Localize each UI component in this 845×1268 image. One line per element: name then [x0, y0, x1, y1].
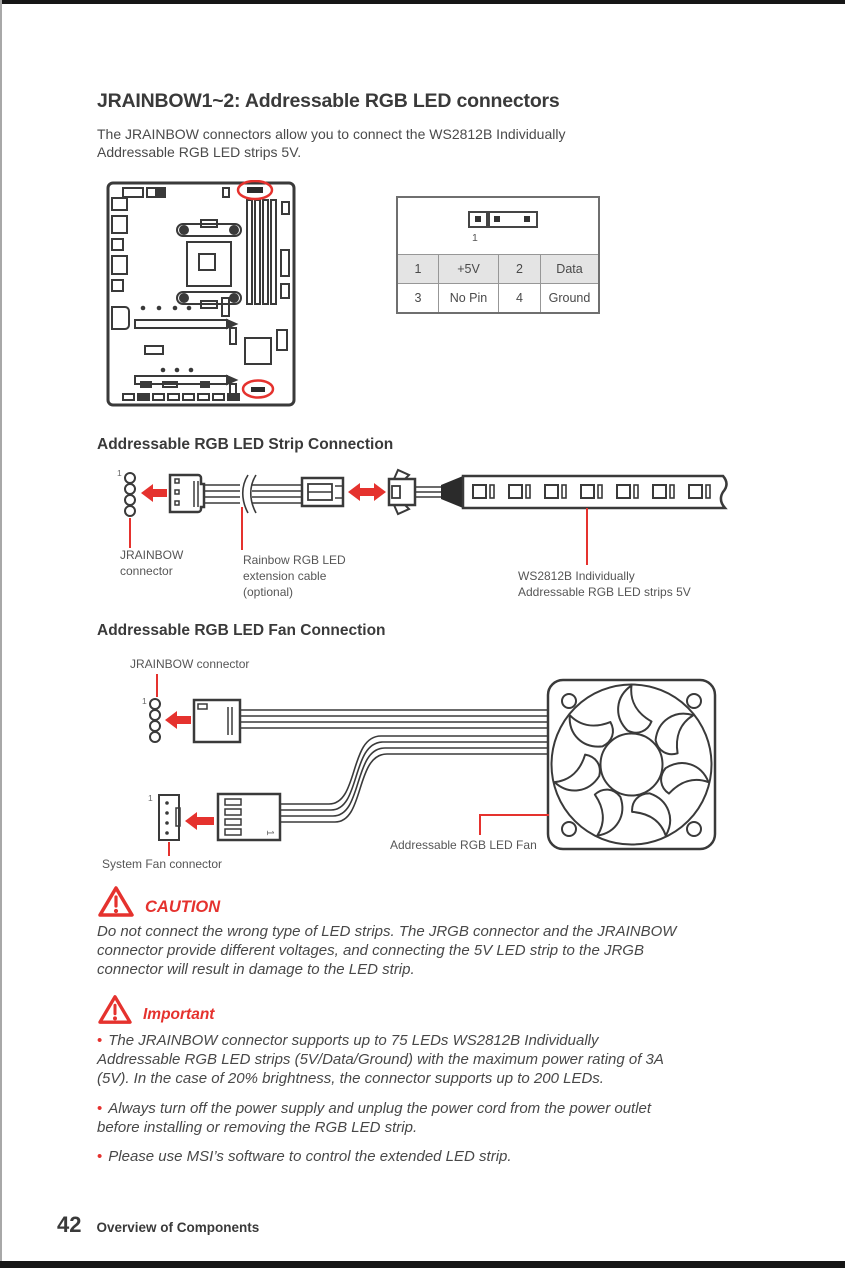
system-fan-header	[159, 795, 180, 840]
cable-label-line2: extension cable	[243, 569, 327, 583]
cable-label-line3: (optional)	[243, 585, 294, 599]
motherboard-diagram	[105, 180, 297, 408]
strip-section-heading: Addressable RGB LED Strip Connection	[97, 436, 394, 453]
led-fan-connection-diagram	[97, 652, 747, 880]
page-number: 42	[57, 1212, 82, 1237]
pin-number: 3	[414, 291, 422, 305]
arrow-left-icon	[185, 812, 214, 830]
strip-end-cap	[441, 476, 463, 508]
arrow-left-icon	[165, 711, 191, 729]
jrainbow-label-line2: connector	[120, 564, 173, 578]
jrainbow-connector-label: JRAINBOW connector	[130, 657, 250, 671]
bullet-icon: •	[97, 1032, 103, 1049]
rgb-wires	[240, 710, 549, 728]
fan-rgb-connector	[194, 700, 240, 742]
pin-number: 2	[498, 255, 540, 283]
page-footer	[57, 1212, 259, 1238]
caution-label: CAUTION	[145, 898, 221, 916]
extension-cable-plug	[302, 478, 343, 506]
arrow-left-icon	[141, 484, 167, 502]
important-bullet-1	[97, 1031, 664, 1088]
page-bottom-edge	[0, 1261, 845, 1268]
led-packages	[473, 485, 710, 498]
bullet-line: • Please use MSI’s software to control the extended LED strip.	[97, 1148, 512, 1165]
fan-power-wires	[280, 736, 549, 822]
pin1-label: 1	[142, 696, 147, 706]
table-row	[398, 254, 598, 283]
bullet-line: • The JRAINBOW connector supports up to 75 LEDs WS2812B Individually	[97, 1032, 599, 1049]
table-row	[398, 283, 598, 312]
strip-connector	[389, 470, 415, 514]
jrainbow2-connector	[251, 387, 265, 392]
fan-section-heading: Addressable RGB LED Fan Connection	[97, 622, 386, 639]
rgb-fan	[548, 680, 715, 849]
jrainbow-label-line1: JRAINBOW	[120, 548, 184, 562]
pin-signal: +5V	[438, 255, 498, 283]
footer-section-title: Overview of Components	[96, 1220, 260, 1235]
led-strip-connection-diagram	[97, 462, 747, 612]
rgb-fan-label: Addressable RGB LED Fan	[390, 838, 537, 852]
leader-fan	[480, 815, 549, 835]
pin-number: 1	[398, 255, 438, 283]
caution-line: connector will result in damage to the LED strip.	[97, 961, 415, 978]
jrainbow1-connector	[247, 187, 263, 193]
caution-header	[97, 884, 220, 918]
intro-line-2: Addressable RGB LED strips 5V.	[97, 144, 302, 160]
pin1-label: 1	[472, 232, 478, 244]
bullet-icon: •	[97, 1100, 103, 1117]
cpu-socket	[177, 220, 241, 308]
intro-line-1: The JRAINBOW connectors allow you to connect the WS2812B Individually	[97, 126, 566, 142]
strip-label-line1: WS2812B Individually	[518, 569, 635, 583]
important-label: Important	[143, 1006, 215, 1023]
intro-paragraph	[97, 125, 565, 161]
caution-line: Do not connect the wrong type of LED strips. The JRGB connector and the JRAINBOW	[97, 923, 677, 940]
pin-number: 4	[498, 284, 540, 312]
fan-hub	[601, 734, 663, 796]
pin-signal: Ground	[540, 284, 598, 312]
page-top-edge	[0, 0, 845, 4]
jrainbow-pin-header	[125, 473, 135, 516]
bullet-line: • Always turn off the power supply and unplug the power cord from the power outlet	[97, 1100, 652, 1117]
pin-header-drawing	[398, 198, 598, 254]
pin-signal: Data	[540, 255, 598, 283]
bullet-line: (5V). In the case of 20% brightness, the connector supports up to 200 LEDs.	[97, 1070, 604, 1087]
plug-pin1-label: 1	[264, 830, 275, 836]
pin-definition-table	[396, 196, 600, 314]
important-bullet-3	[97, 1147, 512, 1166]
warning-triangle-icon	[97, 993, 133, 1025]
page-left-edge	[0, 0, 2, 1268]
strip-label-line2: Addressable RGB LED strips 5V	[518, 585, 691, 599]
warning-triangle-icon	[97, 884, 135, 918]
ram-slots	[247, 200, 276, 304]
page-title: JRAINBOW1~2: Addressable RGB LED connectors	[97, 90, 560, 112]
strip-wires	[415, 487, 443, 497]
sysfan-connector-label: System Fan connector	[102, 857, 223, 871]
bullet-icon: •	[97, 1148, 103, 1165]
motherboard-outline	[108, 183, 294, 405]
pin1-label: 1	[148, 793, 153, 803]
pin1-label: 1	[117, 468, 122, 478]
important-header	[97, 993, 214, 1025]
extension-cable-wires	[204, 485, 302, 503]
chipset	[245, 338, 271, 364]
arrow-double-icon	[348, 483, 386, 501]
extension-cable-connector	[170, 475, 204, 512]
bullet-line: Addressable RGB LED strips (5V/Data/Ground) with the maximum power rating of 3A	[97, 1051, 664, 1068]
jrainbow-pin-header	[150, 699, 160, 742]
pin-signal: No Pin	[438, 284, 498, 312]
bullet-line: before installing or removing the RGB LED strip.	[97, 1119, 418, 1136]
caution-line: connector provide different voltages, and connecting the 5V LED strip to the JRGB	[97, 942, 644, 959]
cable-label-line1: Rainbow RGB LED	[243, 553, 346, 567]
caution-text	[97, 922, 676, 979]
important-bullet-2	[97, 1099, 651, 1137]
